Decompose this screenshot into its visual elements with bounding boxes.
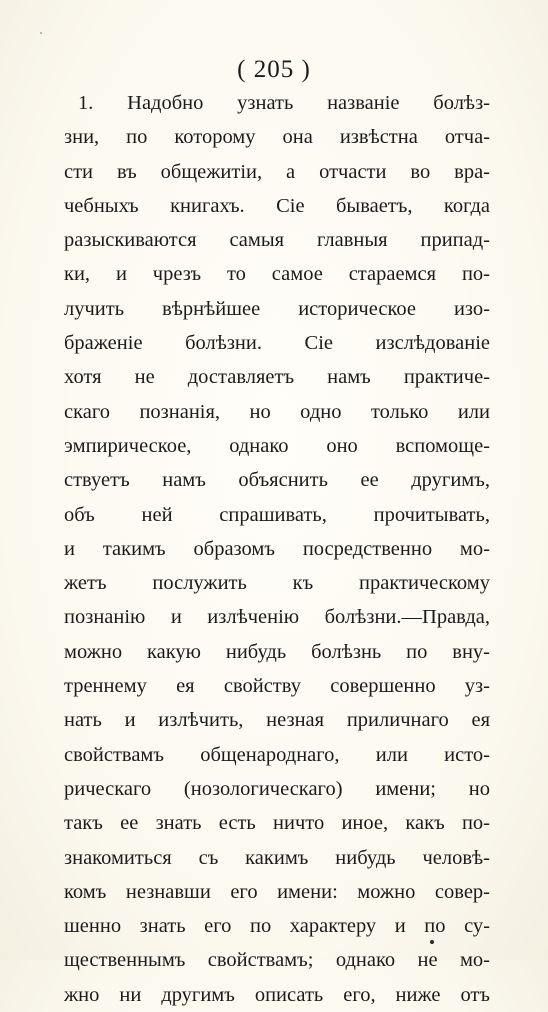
text-line: знакомиться съ какимъ нибудь человѣ- [64,846,490,869]
text-line: объ ней спрашивать, прочитывать, [64,503,490,526]
text-line: 1. Надобно узнать названіе болѣз- [78,92,490,114]
text-line: браженіе болѣзни. Сіе изслѣдованіе [64,332,490,355]
text-line: свойствамъ общенароднаго, или исто- [64,743,490,766]
page-number: ( 205 ) [237,56,311,83]
text-line: жетъ послужить къ практическому [64,572,490,595]
text-line: скаго познанія, но одно только или [64,400,490,423]
text-line: сти въ общежитіи, а отчасти во вра- [64,160,490,183]
text-line: жно ни другимъ описать его, ниже отъ [64,983,490,1006]
ink-speck [430,940,434,944]
text-line: познанію и излѣченію болѣзни.—Правда, [64,606,490,629]
text-line: и такимъ образомъ посредственно мо- [64,537,490,560]
text-line: нать и излѣчить, незная приличнаго ея [64,709,490,732]
text-line: эмпирическое, однако оно вспомоще- [64,434,490,457]
text-line: зни, по которому она извѣстна отча- [64,126,490,149]
text-line: щественнымъ свойствамъ; однако не мо- [64,949,490,972]
body-text [64,86,490,1012]
text-line: ствуетъ намъ объяснить ее другимъ, [64,469,490,492]
text-line: хотя не доставляетъ намъ практиче- [64,366,490,389]
ink-speck [40,32,42,34]
text-line: можно какую нибудь болѣзнь по вну- [64,640,490,663]
text-line: лучить вѣрнѣйшее историческое изо- [64,297,490,320]
text-line: рическаго (нозологическаго) имени; но [64,777,490,800]
text-line: комъ незнавши его имени: можно совер- [64,880,490,903]
text-line: шенно знать его по характеру и по су- [64,915,490,938]
text-line: ки, и чрезъ то самое стараемся по- [64,263,490,286]
text-line: разыскиваются самыя главныя припад- [64,229,490,252]
text-line: чебныхъ книгахъ. Сіе бываетъ, когда [64,194,490,217]
text-line: такъ ее знать есть ничто иное, какъ по- [64,812,490,835]
text-line: треннему ея свойству совершенно уз- [64,675,490,698]
